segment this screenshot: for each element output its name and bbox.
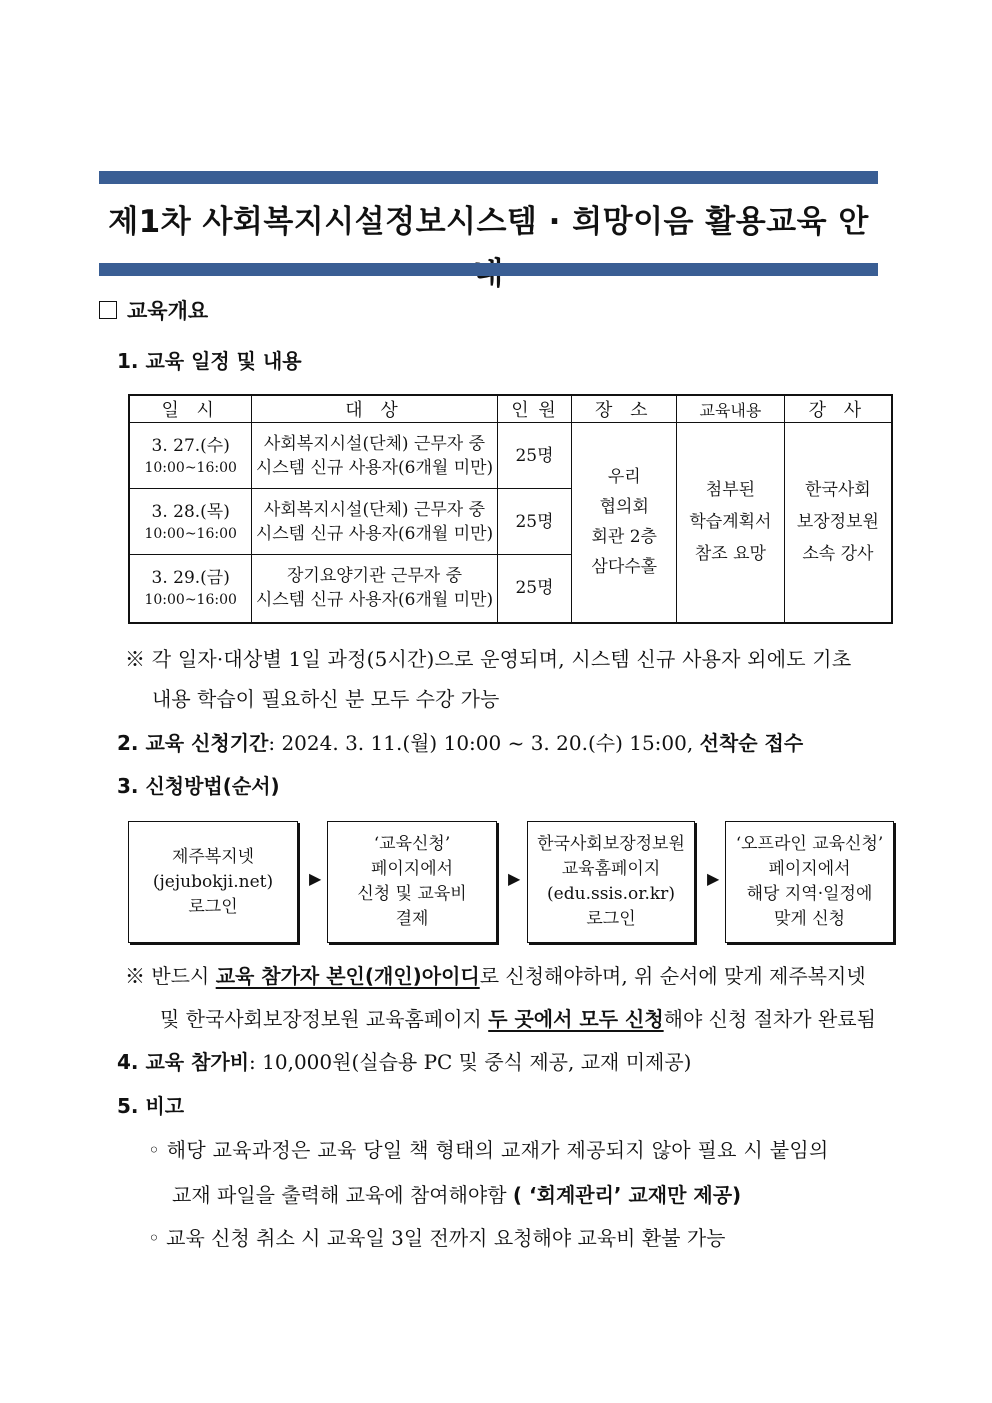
- item3-note-line2: [160, 1005, 876, 1033]
- item1-heading: 1. 교육 일정 및 내용: [117, 349, 302, 373]
- flow-step-3: [527, 821, 695, 943]
- instructor-line: 소속 강사: [802, 544, 874, 565]
- step-line: 맞게 신청: [773, 909, 846, 929]
- flow-step-2: [327, 821, 497, 943]
- arrow-right-icon: ▶: [508, 869, 521, 888]
- step-line: 로그인: [188, 896, 238, 917]
- date-text: 3. 29.(금): [151, 568, 230, 589]
- bullet1-line2-text: 교재 파일을 출력해 교육에 참여해야함: [172, 1183, 513, 1207]
- section-heading: [99, 297, 208, 325]
- target-line: 사회복지시설(단체) 근무자 중: [263, 433, 486, 454]
- place-line: 회관 2층: [591, 527, 657, 548]
- note-mid: 로 신청해야하며, 위 순서에 맞게 제주복지넷: [479, 964, 866, 988]
- note-line2-pre: 및 한국사회보장정보원 교육홈페이지: [160, 1007, 489, 1031]
- place-line: 협의회: [599, 497, 649, 518]
- item5-bullet2: ◦ 교육 신청 취소 시 교육일 3일 전까지 요청해야 교육비 환불 가능: [148, 1226, 726, 1250]
- date-text: 3. 27.(수): [151, 435, 230, 456]
- cell-count: 25명: [497, 555, 572, 623]
- cell-place: [572, 423, 677, 623]
- item3-note-line1: [125, 962, 866, 990]
- instructor-line: 한국사회: [805, 480, 871, 501]
- cell-target: [252, 555, 497, 623]
- step-line: (edu.ssis.or.kr): [547, 884, 675, 904]
- content-line: 참조 요망: [694, 544, 766, 565]
- note-emphasis-2: 두 곳에서 모두 신청: [488, 1007, 664, 1031]
- step-line: 페이지에서: [768, 859, 851, 879]
- target-line: 시스템 신규 사용자(6개월 미만): [255, 590, 494, 611]
- step-line: ‘교육신청’: [373, 834, 451, 854]
- place-line: 우리: [607, 467, 641, 488]
- item3-heading: 3. 신청방법(순서): [117, 774, 280, 798]
- step-line: 한국사회보장정보원: [537, 834, 685, 854]
- header-content: 교육내용: [677, 395, 785, 423]
- date-text: 3. 28.(목): [151, 501, 230, 522]
- instructor-line: 보장정보원: [796, 512, 879, 533]
- header-date: 일 시: [129, 395, 252, 423]
- step-line: 해당 지역·일정에: [746, 884, 873, 904]
- step-line: 결제: [395, 909, 429, 929]
- arrow-right-icon: ▶: [707, 869, 720, 888]
- cell-count: 25명: [497, 489, 572, 555]
- item2-label: 2. 교육 신청기간: [117, 731, 269, 755]
- content-line: 첨부된: [705, 480, 756, 501]
- content-line: 학습계획서: [689, 512, 772, 533]
- cell-date: [129, 555, 252, 623]
- table-header-row: [129, 395, 892, 423]
- step-line: ‘오프라인 교육신청’: [735, 834, 884, 854]
- cell-date: [129, 423, 252, 489]
- step-line: 신청 및 교육비: [357, 884, 467, 904]
- item1-note-line2: 내용 학습이 필요하신 분 모두 수강 가능: [152, 687, 500, 711]
- header-count: 인 원: [497, 395, 572, 423]
- header-target: 대 상: [252, 395, 497, 423]
- item4-line: [117, 1048, 691, 1076]
- place-line: 삼다수홀: [591, 557, 658, 578]
- flow-step-4: [725, 821, 894, 943]
- target-line: 시스템 신규 사용자(6개월 미만): [255, 523, 494, 544]
- step-line: 로그인: [586, 909, 636, 929]
- bullet1-emphasis: ( ‘회계관리’ 교재만 제공): [512, 1183, 742, 1207]
- note-prefix: ※ 반드시: [125, 964, 216, 988]
- target-line: 시스템 신규 사용자(6개월 미만): [255, 457, 494, 478]
- item5-bullet1-line1: ◦ 해당 교육과정은 교육 당일 책 형태의 교재가 제공되지 않아 필요 시 붙임의: [148, 1138, 829, 1162]
- header-instructor: 강 사: [784, 395, 892, 423]
- cell-date: [129, 489, 252, 555]
- item2-line: [117, 729, 803, 757]
- time-text: 10:00~16:00: [144, 592, 237, 609]
- item2-text: : 2024. 3. 11.(월) 10:00 ~ 3. 20.(수) 15:00,: [268, 731, 700, 755]
- cell-count: 25명: [497, 423, 572, 489]
- cell-content: [677, 423, 785, 623]
- cell-instructor: [784, 423, 892, 623]
- item5-bullet1-line2: [172, 1181, 741, 1209]
- cell-target: [252, 489, 497, 555]
- cell-target: [252, 423, 497, 489]
- step-line: (jejubokji.net): [152, 871, 274, 892]
- item4-text: : 10,000원(실습용 PC 및 중식 제공, 교재 미제공): [249, 1050, 692, 1074]
- note-line2-post: 해야 신청 절차가 완료됨: [663, 1007, 876, 1031]
- arrow-right-icon: ▶: [309, 869, 322, 888]
- time-text: 10:00~16:00: [144, 525, 237, 542]
- checkbox-icon: [99, 301, 117, 319]
- time-text: 10:00~16:00: [144, 459, 237, 476]
- flow-step-1: [128, 821, 298, 943]
- note-emphasis-1: 교육 참가자 본인(개인)아이디: [215, 964, 480, 988]
- schedule-table: [128, 394, 893, 624]
- header-place: 장 소: [572, 395, 677, 423]
- item2-emphasis: 선착순 접수: [699, 731, 804, 755]
- item4-label: 4. 교육 참가비: [117, 1050, 250, 1074]
- table-row: [129, 423, 892, 489]
- target-line: 사회복지시설(단체) 근무자 중: [263, 499, 486, 520]
- section-heading-text: 교육개요: [127, 299, 209, 323]
- step-line: 교육홈페이지: [561, 859, 661, 879]
- target-line: 장기요양기관 근무자 중: [286, 566, 462, 587]
- title-bottom-bar: [99, 263, 878, 276]
- item5-heading: 5. 비고: [117, 1094, 185, 1118]
- step-line: 제주복지넷: [171, 846, 255, 867]
- item1-note-line1: ※ 각 일자·대상별 1일 과정(5시간)으로 운영되며, 시스템 신규 사용자 외에도 기초: [125, 647, 852, 671]
- title-top-bar: [99, 171, 878, 184]
- page-title: 제1차 사회복지시설정보시스템 · 희망이음 활용교육 안: [108, 204, 869, 240]
- step-line: 페이지에서: [370, 859, 454, 879]
